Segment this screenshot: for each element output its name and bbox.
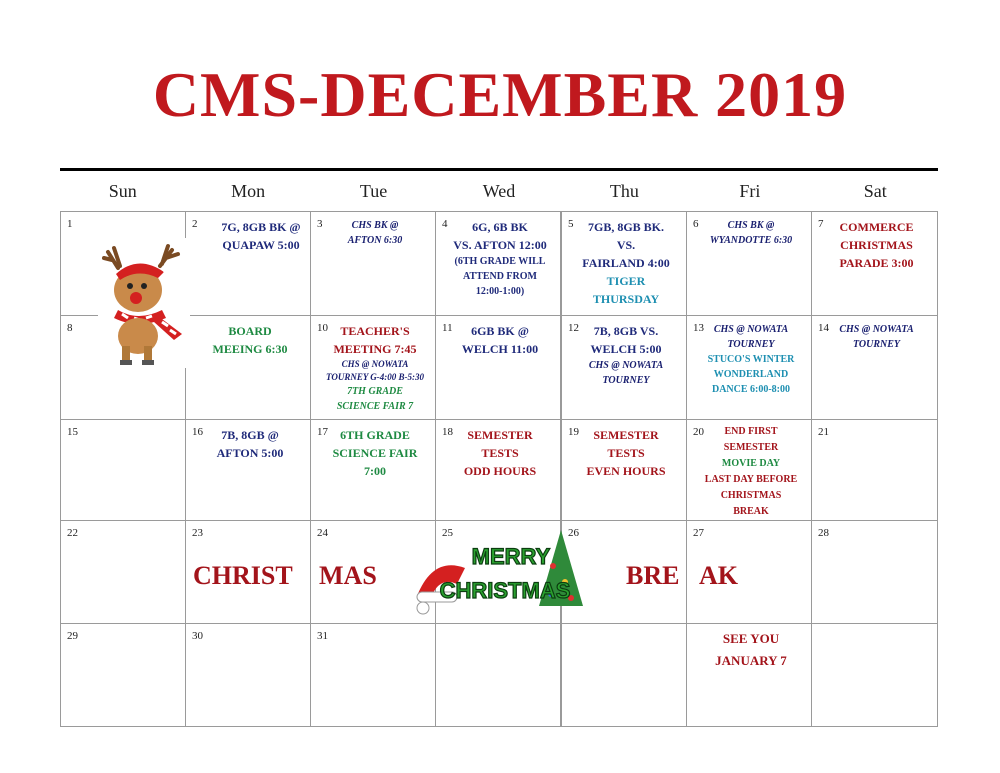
day-events [570, 426, 682, 480]
day-cell-27 [686, 520, 812, 624]
weekday-header [60, 176, 938, 210]
day-cell-5 [561, 211, 687, 316]
day-cell-14 [811, 315, 938, 420]
day-number: 23 [192, 527, 203, 539]
day-number: 14 [818, 322, 829, 334]
day-cell-10 [310, 315, 436, 420]
event-line: BREAK [733, 506, 769, 517]
day-events [570, 322, 682, 388]
weekday-mon: Mon [231, 181, 266, 201]
event-line: 12:00-1:00) [475, 286, 525, 297]
event-line: AFTON 6:30 [347, 235, 403, 246]
svg-text:CHRISTMAS: CHRISTMAS [439, 578, 571, 603]
day-number: 1 [67, 218, 73, 230]
header-rule [60, 168, 938, 171]
weekday-sun: Sun [108, 181, 137, 201]
day-events [194, 426, 306, 462]
event-line: ATTEND FROM [463, 271, 537, 282]
day-number: 29 [67, 630, 78, 642]
day-cell-17 [310, 419, 436, 521]
event-line: DANCE 6:00-8:00 [711, 384, 791, 395]
day-number: 3 [317, 218, 323, 230]
event-line: CHS @ NOWATA [341, 359, 409, 369]
event-line: SEMESTER [723, 442, 779, 453]
day-number: 19 [568, 426, 579, 438]
day-number: 30 [192, 630, 203, 642]
event-line: WELCH 5:00 [590, 342, 662, 356]
weekday-sat: Sat [863, 181, 887, 201]
day-number: 28 [818, 527, 829, 539]
day-number: 5 [568, 218, 574, 230]
event-line: FAIRLAND 4:00 [582, 256, 670, 270]
day-cell-3 [310, 211, 436, 316]
break-word-ak: AK [699, 561, 738, 590]
event-line: WONDERLAND [713, 369, 789, 380]
day-number: 26 [568, 527, 579, 539]
event-line: BOARD [228, 324, 272, 338]
day-events [820, 322, 933, 352]
day-cell-30 [185, 623, 311, 727]
day-number: 24 [317, 527, 328, 539]
day-number: 6 [693, 218, 699, 230]
event-line: STUCO'S WINTER [707, 354, 795, 365]
day-events [695, 322, 807, 397]
day-cell-28 [811, 520, 938, 624]
day-cell-9 [185, 315, 311, 420]
day-number: 13 [693, 322, 704, 334]
event-line: CHS @ NOWATA [839, 324, 914, 335]
day-number: 25 [442, 527, 453, 539]
event-line: ODD HOURS [463, 464, 537, 478]
event-line: 7GB, 8GB BK. [587, 220, 664, 234]
reindeer-illustration [98, 238, 190, 368]
event-line: SEMESTER [593, 428, 659, 442]
event-line: CHS BK @ [727, 220, 775, 231]
weekday-fri: Fri [739, 181, 761, 201]
calendar-grid [60, 211, 938, 727]
day-cell-16 [185, 419, 311, 521]
day-number: 2 [192, 218, 198, 230]
event-line: EVEN HOURS [586, 464, 666, 478]
day-number: 17 [317, 426, 328, 438]
day-number: 18 [442, 426, 453, 438]
day-cell-11 [435, 315, 561, 420]
event-line: 6G, 6B BK [472, 220, 528, 234]
day-events [695, 424, 807, 520]
day-events [444, 322, 556, 358]
event-line: WYANDOTTE 6:30 [709, 235, 793, 246]
event-line: AFTON 5:00 [216, 446, 284, 460]
day-cell-7 [811, 211, 938, 316]
day-cell-23 [185, 520, 311, 624]
event-line: TESTS [481, 446, 519, 460]
day-cell-19 [561, 419, 687, 521]
empty-cell [811, 623, 938, 727]
event-line: MEEING 6:30 [212, 342, 288, 356]
day-events [444, 426, 556, 480]
empty-cell [561, 623, 687, 727]
day-cell-4 [435, 211, 561, 316]
event-line: LAST DAY BEFORE [704, 474, 798, 485]
break-word-bre: BRE [626, 561, 680, 590]
day-events [319, 322, 431, 414]
merry-christmas-art [413, 526, 588, 616]
day-events [194, 322, 306, 358]
day-events [695, 218, 807, 248]
day-number: 10 [317, 322, 328, 334]
event-line: SCIENCE FAIR [332, 446, 418, 460]
day-cell-12 [561, 315, 687, 420]
event-line: QUAPAW 5:00 [222, 238, 300, 252]
day-number: 8 [67, 322, 73, 334]
event-line: TEACHER'S [340, 324, 410, 338]
event-line: END FIRST [724, 426, 778, 437]
weekday-thu: Thu [609, 181, 639, 201]
day-number: 15 [67, 426, 78, 438]
day-number: 11 [442, 322, 453, 334]
event-line: PARADE 3:00 [839, 256, 914, 270]
day-events [319, 426, 431, 480]
event-line: MOVIE DAY [721, 458, 781, 469]
event-line: CHRISTMAS [720, 490, 782, 501]
event-line: WELCH 11:00 [461, 342, 539, 356]
event-line: 7TH GRADE [347, 386, 403, 397]
day-number: 4 [442, 218, 448, 230]
day-cell-20 [686, 419, 812, 521]
day-cell-18 [435, 419, 561, 521]
event-line: JANUARY 7 [715, 653, 787, 668]
see-you-cell [686, 623, 812, 727]
day-cell-13 [686, 315, 812, 420]
event-line: CHS @ NOWATA [713, 324, 789, 335]
day-number: 20 [693, 426, 704, 438]
day-cell-29 [60, 623, 186, 727]
event-line: CHRISTMAS [840, 238, 913, 252]
day-cell-31 [310, 623, 436, 727]
event-line: TIGER [606, 274, 646, 288]
event-line: VS. AFTON 12:00 [453, 238, 547, 252]
event-line: TESTS [607, 446, 645, 460]
day-number: 12 [568, 322, 579, 334]
event-line: TOURNEY [852, 339, 901, 350]
day-events [319, 218, 431, 248]
page-title: CMS-DECEMBER 2019 [152, 59, 848, 130]
event-line: 7B, 8GB VS. [593, 324, 659, 338]
day-cell-2 [185, 211, 311, 316]
day-cell-22 [60, 520, 186, 624]
event-line: VS. [616, 238, 636, 252]
event-line: SCIENCE FAIR 7 [336, 401, 414, 412]
event-line: TOURNEY G-4:00 B-5:30 [326, 372, 424, 382]
svg-text:MERRY: MERRY [471, 544, 551, 569]
event-line: CHS @ NOWATA [588, 360, 664, 371]
weekday-wed: Wed [482, 181, 516, 201]
event-line: 7:00 [364, 464, 386, 478]
day-number: 22 [67, 527, 78, 539]
day-number: 21 [818, 426, 829, 438]
event-line: SEE YOU [722, 631, 780, 646]
event-line: THURSDAY [592, 292, 660, 306]
event-line: 6TH GRADE [340, 428, 410, 442]
day-cell-6 [686, 211, 812, 316]
day-events [820, 218, 933, 272]
event-line: SEMESTER [467, 428, 533, 442]
event-line: 6GB BK @ [471, 324, 529, 338]
day-events [444, 218, 556, 299]
event-line: TOURNEY [602, 375, 650, 386]
event-line: (6TH GRADE WILL [454, 256, 546, 267]
event-line: 7B, 8GB @ [221, 428, 279, 442]
day-number: 16 [192, 426, 203, 438]
break-word-christ: CHRIST [193, 561, 293, 590]
day-number: 31 [317, 630, 328, 642]
event-line: CHS BK @ [351, 220, 399, 231]
day-events [570, 218, 682, 308]
weekday-tue: Tue [359, 181, 388, 201]
day-cell-21 [811, 419, 938, 521]
day-number: 27 [693, 527, 704, 539]
day-events [216, 218, 306, 254]
break-word-mas: MAS [319, 561, 377, 590]
event-line: MEETING 7:45 [333, 342, 417, 356]
day-events [695, 628, 807, 672]
event-line: TOURNEY [727, 339, 775, 350]
day-cell-15 [60, 419, 186, 521]
day-number: 7 [818, 218, 824, 230]
event-line: 7G, 8GB BK @ [221, 220, 301, 234]
event-line: COMMERCE [839, 220, 914, 234]
empty-cell [435, 623, 561, 727]
